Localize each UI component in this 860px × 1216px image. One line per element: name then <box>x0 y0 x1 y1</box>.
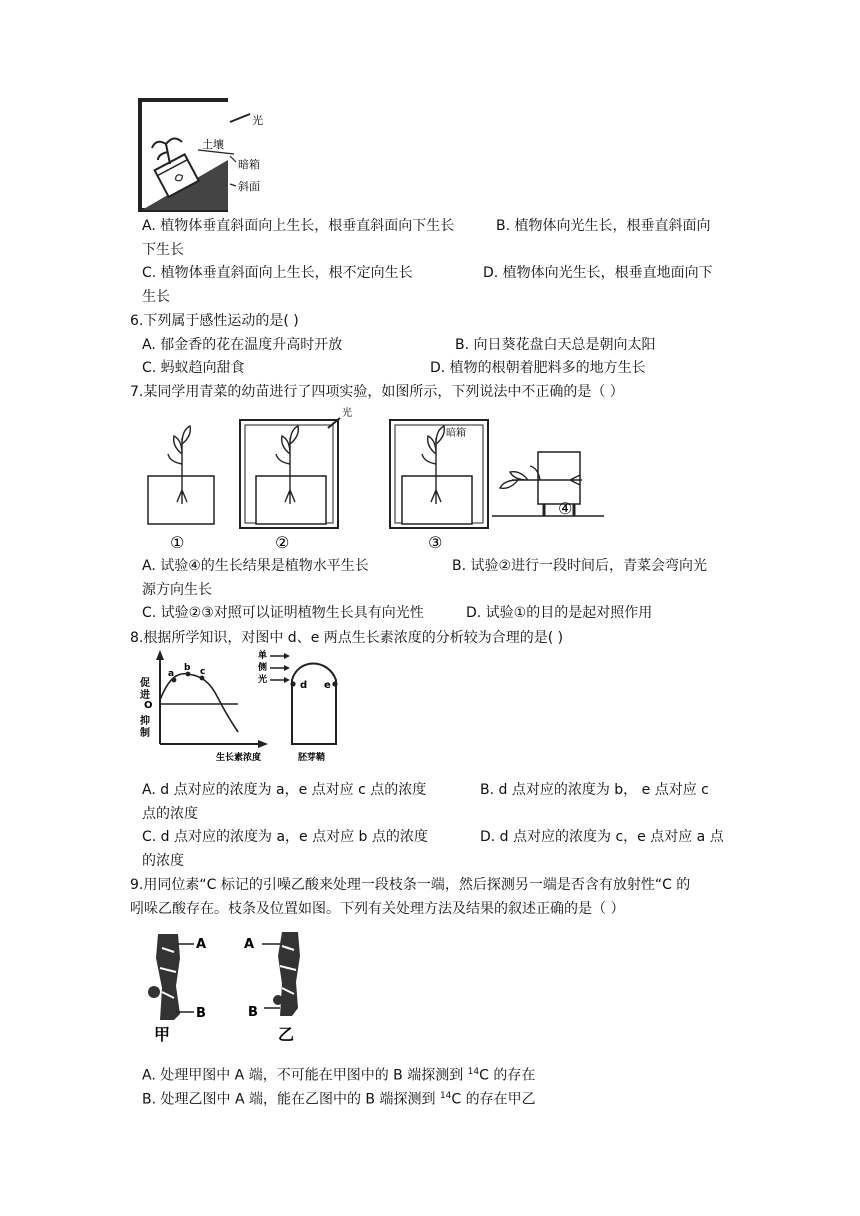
q7-option-c: C. 试验②③对照可以证明植物生长具有向光性 <box>142 605 424 621</box>
auxin-curve-graph <box>139 650 268 763</box>
point-e: e <box>324 680 331 691</box>
label-zero: O <box>144 700 153 711</box>
q7-stem: 7.某同学用青菜的幼苗进行了四项实验，如图所示，下列说法中不正确的是（ ） <box>130 384 624 400</box>
q6-option-b: B. 向日葵花盘白天总是朝向太阳 <box>455 337 656 353</box>
label-1: ① <box>170 533 185 552</box>
label-xaxis: 生长素浓度 <box>216 753 262 763</box>
label-dark-box: 暗箱 <box>446 428 466 439</box>
label-slope: 斜面 <box>238 180 260 193</box>
experiment-3 <box>390 420 488 528</box>
q5-option-d-cont: 生长 <box>142 289 170 305</box>
label-a-yi: A <box>244 937 255 952</box>
q9-figure <box>140 928 320 1048</box>
q5-figure <box>130 98 290 216</box>
label-4: ④ <box>558 499 573 518</box>
label-promote-1: 促 <box>140 678 150 689</box>
q8-figure <box>140 648 360 766</box>
light-arrow <box>230 114 250 122</box>
label-yi: 乙 <box>278 1025 295 1044</box>
experiment-2 <box>240 418 340 528</box>
q8-option-d-cont: 的浓度 <box>142 853 184 869</box>
q7-option-d: D. 试验①的目的是起对照作用 <box>466 605 653 621</box>
q5-option-a: A. 植物体垂直斜面向上生长，根垂直斜面向下生长 <box>142 218 455 234</box>
branch-yi <box>244 932 300 1044</box>
label-2: ② <box>275 533 290 552</box>
q6-option-c: C. 蚂蚁趋向甜食 <box>142 360 245 376</box>
q8-option-d: D. d 点对应的浓度为 c，e 点对应 a 点 <box>480 829 724 845</box>
q6-stem: 6.下列属于感性运动的是( ) <box>130 313 299 329</box>
label-promote-2: 进 <box>140 690 150 701</box>
label-3: ③ <box>428 533 443 552</box>
q7-option-b: B. 试验②进行一段时间后，青菜会弯向光 <box>452 558 708 574</box>
q8-stem: 8.根据所学知识，对图中 d、e 两点生长素浓度的分析较为合理的是( ) <box>130 630 564 646</box>
coleoptile-diagram <box>257 649 338 763</box>
q8-option-c: C. d 点对应的浓度为 a，e 点对应 b 点的浓度 <box>142 829 428 845</box>
q7-option-b-cont: 源方向生长 <box>142 582 212 598</box>
q8-option-a: A. d 点对应的浓度为 a，e 点对应 c 点的浓度 <box>142 782 427 798</box>
label-unilateral-2: 侧 <box>258 663 268 673</box>
q9-stem-cont: 吲哚乙酸存在。枝条及位置如图。下列有关处理方法及结果的叙述正确的是（ ） <box>130 901 625 917</box>
experiment-4 <box>492 452 604 516</box>
label-unilateral-3: 光 <box>258 675 268 685</box>
q7-figure <box>140 404 610 550</box>
label-b-yi: B <box>248 1005 258 1020</box>
point-c: c <box>200 667 206 677</box>
point-d: d <box>300 680 308 691</box>
label-coleoptile: 胚芽鞘 <box>298 753 326 763</box>
q9-stem: 9.用同位素“C 标记的引噪乙酸来处理一段枝条一端，然后探测另一端是否含有放射性“C 的 <box>130 877 691 893</box>
branch-jia <box>148 934 206 1044</box>
q5-option-c: C. 植物体垂直斜面向上生长，根不定向生长 <box>142 265 413 281</box>
q5-option-b-cont: 下生长 <box>142 242 184 258</box>
label-inhibit-2: 制 <box>140 728 150 739</box>
point-b: b <box>184 663 191 673</box>
label-soil: 土壤 <box>202 138 224 151</box>
label-a-jia: A <box>196 937 207 952</box>
label-light: 光 <box>252 114 263 127</box>
label-unilateral-1: 单 <box>258 651 268 661</box>
label-inhibit-1: 抑 <box>140 716 150 727</box>
q6-option-a: A. 郁金香的花在温度升高时开放 <box>142 337 343 353</box>
q7-option-a: A. 试验④的生长结果是植物水平生长 <box>142 558 369 574</box>
point-a: a <box>168 669 175 679</box>
q6-option-d: D. 植物的根朝着肥料多的地方生长 <box>430 360 646 376</box>
q9-option-a: A. 处理甲图中 A 端，不可能在甲图中的 B 端探测到 $^{14}$C 的存在 <box>142 1067 536 1084</box>
q5-option-b: B. 植物体向光生长，根垂直斜面向 <box>496 218 711 234</box>
label-jia: 甲 <box>154 1025 171 1044</box>
experiment-1 <box>148 426 214 524</box>
label-light: 光 <box>342 408 352 419</box>
q8-option-b-cont: 点的浓度 <box>142 806 198 822</box>
q9-option-b: B. 处理乙图中 A 端，能在乙图中的 B 端探测到 $^{14}$C 的存在甲乙 <box>142 1091 536 1108</box>
q5-option-d: D. 植物体向光生长，根垂直地面向下 <box>483 265 713 281</box>
label-dark-box: 暗箱 <box>238 158 260 171</box>
q8-option-b: B. d 点对应的浓度为 b， e 点对应 c <box>480 782 709 798</box>
label-b-jia: B <box>196 1006 206 1021</box>
